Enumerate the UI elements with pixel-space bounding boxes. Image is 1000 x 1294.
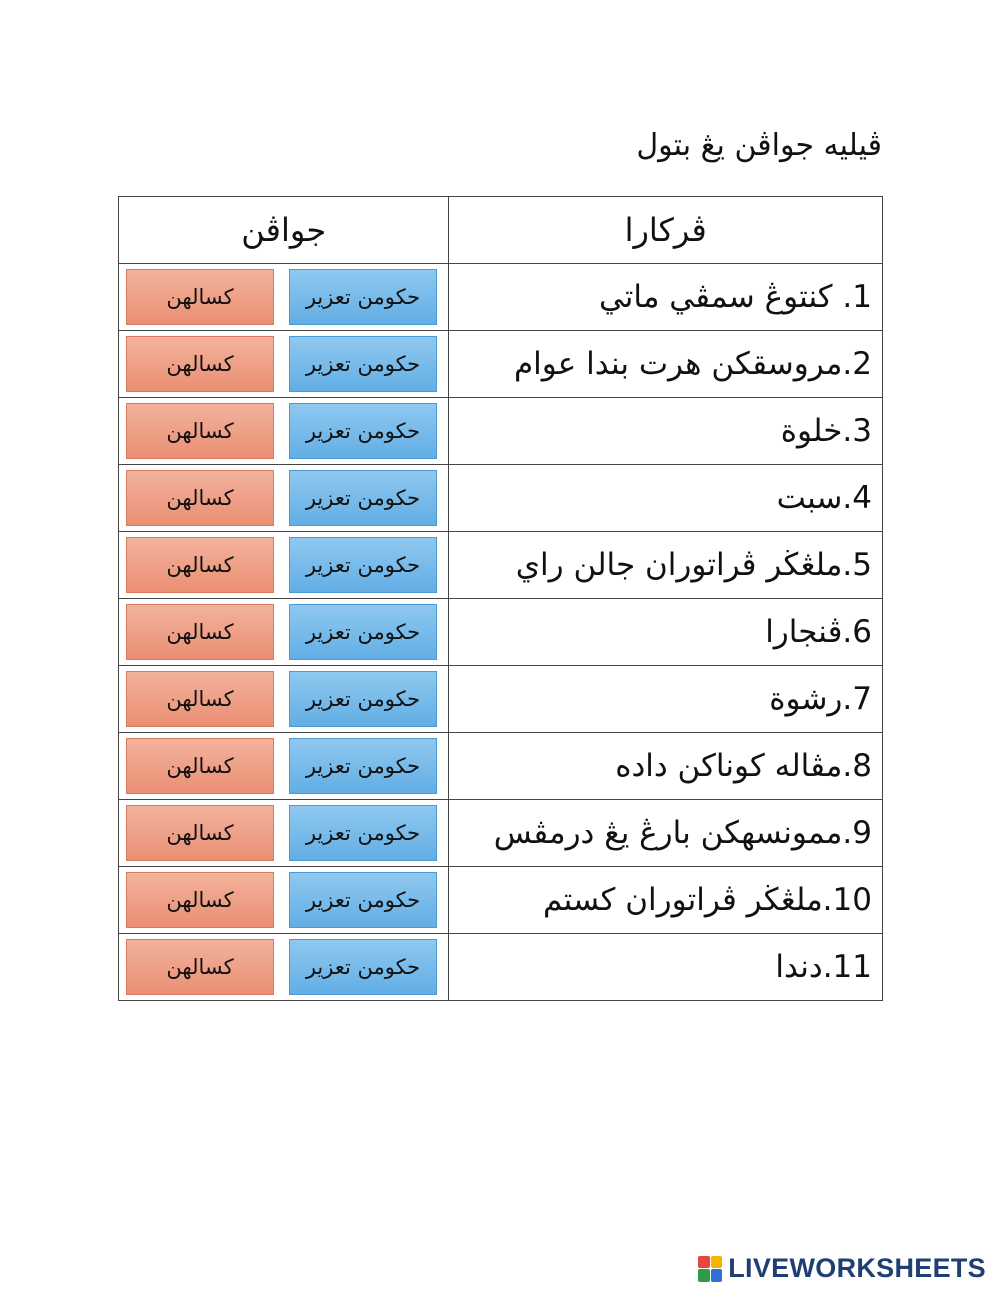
item-label: 10.ملڠڬر ڤراتوران كستم [449, 867, 883, 934]
option-kesalahan-button[interactable]: كسالهن [126, 269, 274, 325]
option-hukuman-takzir-button[interactable]: حكومن تعزير [289, 604, 437, 660]
answer-cell [119, 398, 449, 465]
option-hukuman-takzir-button[interactable]: حكومن تعزير [289, 269, 437, 325]
item-label: 11.دندا [449, 934, 883, 1001]
option-hukuman-takzir-button[interactable]: حكومن تعزير [289, 671, 437, 727]
brand-name: LIVEWORKSHEETS [728, 1253, 986, 1283]
item-label: 8.مڤاله كوناكن داده [449, 733, 883, 800]
option-hukuman-takzir-button[interactable]: حكومن تعزير [289, 403, 437, 459]
item-label: 4.سبت [449, 465, 883, 532]
table-row [119, 800, 883, 867]
table-row [119, 867, 883, 934]
option-kesalahan-button[interactable]: كسالهن [126, 872, 274, 928]
answer-cell [119, 867, 449, 934]
item-label: 7.رشوة [449, 666, 883, 733]
brand-footer [698, 1253, 986, 1284]
answer-cell [119, 800, 449, 867]
item-label: 3.خلوة [449, 398, 883, 465]
answer-cell [119, 331, 449, 398]
table-row [119, 465, 883, 532]
table-row [119, 599, 883, 666]
option-kesalahan-button[interactable]: كسالهن [126, 939, 274, 995]
option-hukuman-takzir-button[interactable]: حكومن تعزير [289, 738, 437, 794]
item-label: 6.ڤنجارا [449, 599, 883, 666]
table-row [119, 331, 883, 398]
item-label: 9.ممونسهكن بارڠ يڠ درمڤس [449, 800, 883, 867]
items-column-header: ڤركارا [449, 197, 883, 264]
table-header-row [119, 197, 883, 264]
table-row [119, 264, 883, 331]
option-kesalahan-button[interactable]: كسالهن [126, 604, 274, 660]
table-row [119, 934, 883, 1001]
option-kesalahan-button[interactable]: كسالهن [126, 805, 274, 861]
answer-cell [119, 733, 449, 800]
table-row [119, 666, 883, 733]
table-row [119, 398, 883, 465]
option-hukuman-takzir-button[interactable]: حكومن تعزير [289, 939, 437, 995]
answer-cell [119, 666, 449, 733]
option-kesalahan-button[interactable]: كسالهن [126, 738, 274, 794]
answer-cell [119, 599, 449, 666]
option-kesalahan-button[interactable]: كسالهن [126, 403, 274, 459]
worksheet-table [118, 196, 883, 1001]
item-label: 2.مروسقكن هرت بندا عوام [449, 331, 883, 398]
option-hukuman-takzir-button[interactable]: حكومن تعزير [289, 336, 437, 392]
option-hukuman-takzir-button[interactable]: حكومن تعزير [289, 872, 437, 928]
option-kesalahan-button[interactable]: كسالهن [126, 336, 274, 392]
item-label: 5.ملڠڬر ڤراتوران جالن راي [449, 532, 883, 599]
answer-cell [119, 532, 449, 599]
option-hukuman-takzir-button[interactable]: حكومن تعزير [289, 537, 437, 593]
instruction-title: ڤيليه جواڤن يڠ بتول [636, 128, 882, 163]
option-kesalahan-button[interactable]: كسالهن [126, 671, 274, 727]
answer-cell [119, 934, 449, 1001]
option-kesalahan-button[interactable]: كسالهن [126, 537, 274, 593]
answer-cell [119, 465, 449, 532]
option-hukuman-takzir-button[interactable]: حكومن تعزير [289, 805, 437, 861]
item-label: 1. كنتوڠ سمڤي ماتي [449, 264, 883, 331]
liveworksheets-logo-icon [698, 1256, 722, 1282]
option-kesalahan-button[interactable]: كسالهن [126, 470, 274, 526]
answers-column-header: جواڤن [119, 197, 449, 264]
table-row [119, 733, 883, 800]
answer-cell [119, 264, 449, 331]
table-row [119, 532, 883, 599]
option-hukuman-takzir-button[interactable]: حكومن تعزير [289, 470, 437, 526]
